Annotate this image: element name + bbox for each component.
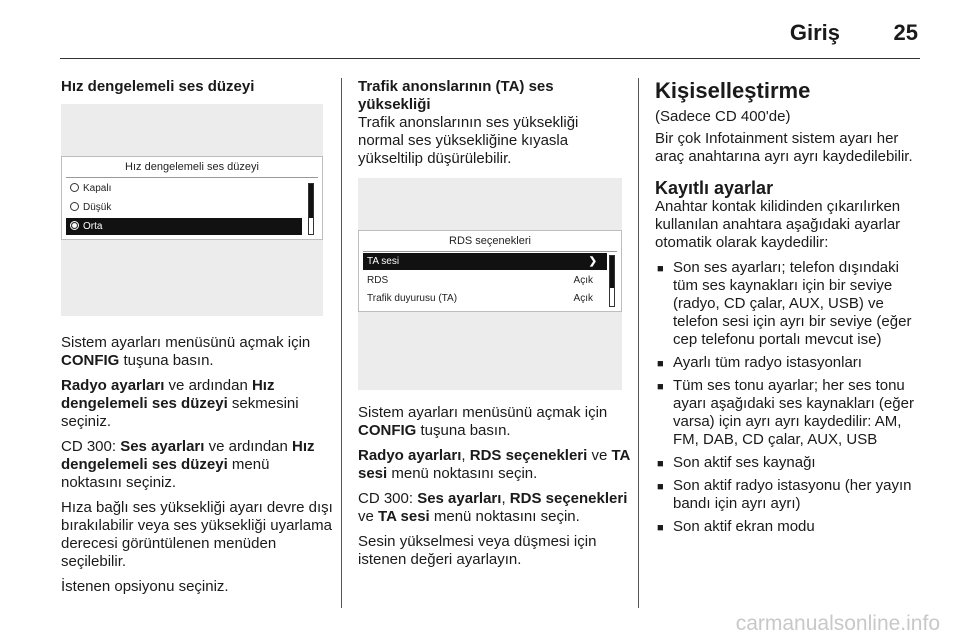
paragraph: Hıza bağlı ses yüksekliği ayarı devre dışı bırakılabilir veya ses yüksekliği uyarlama derecesi görüntülenen menüden seçilebilir. xyxy=(61,499,333,570)
row-ta-sesi[interactable]: TA sesi ❯ xyxy=(363,253,607,270)
screen-illustration xyxy=(358,178,622,390)
page-number: 25 xyxy=(893,20,918,45)
page-section-title: Giriş xyxy=(789,20,840,45)
square-bullet-icon: ■ xyxy=(657,381,664,393)
column-1-text xyxy=(61,334,333,603)
note: (Sadece CD 400'de) xyxy=(655,108,791,125)
display-screen xyxy=(358,230,622,312)
list-item: ■ Son aktif radyo istasyonu (her yayın bandı için ayrı ayrı) xyxy=(657,477,912,512)
section-heading: Trafik anonslarının (TA) ses yüksekliği xyxy=(358,78,554,113)
scrollbar[interactable] xyxy=(609,255,615,307)
row-trafik-duyurusu[interactable]: Trafik duyurusu (TA) Açık xyxy=(363,290,607,307)
paragraph: Radyo ayarları, RDS seçenekleri ve TA sesi menü noktasını seçin. xyxy=(358,447,630,482)
list-item: ■ Son aktif ekran modu xyxy=(657,518,815,535)
paragraph: Radyo ayarları ve ardından Hız dengelemeli ses düzeyi sekmesini seçiniz. xyxy=(61,377,299,430)
paragraph: Sistem ayarları menüsünü açmak için CONFIG tuşuna basın. xyxy=(358,404,608,439)
watermark: carmanualsonline.info xyxy=(735,612,940,635)
paragraph: Anahtar kontak kilidinden çıkarılırken kullanılan anahtara aşağıdaki ayarlar otomatik olarak kaydedilir: xyxy=(655,198,901,251)
option-orta[interactable]: Orta xyxy=(66,218,302,235)
list-item: ■ Son aktif ses kaynağı xyxy=(657,454,816,471)
list-item: ■ Ayarlı tüm radyo istasyonları xyxy=(657,354,862,371)
radio-icon xyxy=(70,202,79,211)
section-heading: Hız dengelemeli ses düzeyi xyxy=(61,78,255,95)
screen-title: RDS seçenekleri xyxy=(449,235,531,247)
column-2-intro xyxy=(358,78,628,175)
radio-icon xyxy=(70,183,79,192)
column-separator xyxy=(638,78,639,608)
paragraph: CD 300: Ses ayarları ve ardından Hız dengelemeli ses düzeyi menü noktasını seçiniz. xyxy=(61,438,315,491)
section-heading: Kişiselleştirme xyxy=(655,78,811,103)
paragraph: Bir çok Infotainment sistem ayarı her araç anahtarına ayrı ayrı kaydedilebilir. xyxy=(655,130,913,165)
option-dusuk[interactable]: Düşük xyxy=(66,199,302,216)
list-item: ■ Son ses ayarları; telefon dışındaki tüm ses kaynakları için bir seviye (radyo, CD çalar, AUX, USB) ve telefon sesi için ayrı bir seviye (eğer cep telefonu portalı mevcut ise) xyxy=(657,259,912,348)
display-screen xyxy=(61,156,323,240)
column-2-text xyxy=(358,404,630,576)
paragraph: Trafik anonslarının ses yüksekliği normal ses yüksekliğine kıyasla yükseltilip düşürülebilir. xyxy=(358,114,579,167)
column-3 xyxy=(655,78,925,541)
chevron-right-icon: ❯ xyxy=(588,256,597,267)
column-separator xyxy=(341,78,342,608)
screen-illustration xyxy=(61,104,323,316)
square-bullet-icon: ■ xyxy=(657,358,664,370)
square-bullet-icon: ■ xyxy=(657,522,664,534)
header-rule xyxy=(60,58,920,59)
square-bullet-icon: ■ xyxy=(657,481,664,493)
row-value: Açık xyxy=(573,293,593,304)
paragraph: CD 300: Ses ayarları, RDS seçenekleri ve TA sesi menü noktasını seçin. xyxy=(358,490,628,525)
paragraph: Sistem ayarları menüsünü açmak için CONFIG tuşuna basın. xyxy=(61,334,311,369)
radio-selected-icon xyxy=(70,221,79,230)
option-kapali[interactable]: Kapalı xyxy=(66,180,302,197)
list-item: ■ Tüm ses tonu ayarlar; her ses tonu ayarı aşağıdaki ses kaynakları (eğer varsa) için ayrı ayrı kaydedilir: AM, FM, DAB, CD çalar, AUX, USB xyxy=(657,377,914,448)
screen-title: Hız dengelemeli ses düzeyi xyxy=(125,161,259,173)
square-bullet-icon: ■ xyxy=(657,458,664,470)
settings-list xyxy=(655,259,925,536)
square-bullet-icon: ■ xyxy=(657,263,664,275)
subheading: Kayıtlı ayarlar xyxy=(655,178,774,198)
row-value: Açık xyxy=(573,275,593,286)
row-rds[interactable]: RDS Açık xyxy=(363,272,607,289)
scrollbar[interactable] xyxy=(308,183,314,235)
paragraph: Sesin yükselmesi veya düşmesi için istenen değeri ayarlayın. xyxy=(358,533,597,568)
paragraph: İstenen opsiyonu seçiniz. xyxy=(61,578,229,595)
